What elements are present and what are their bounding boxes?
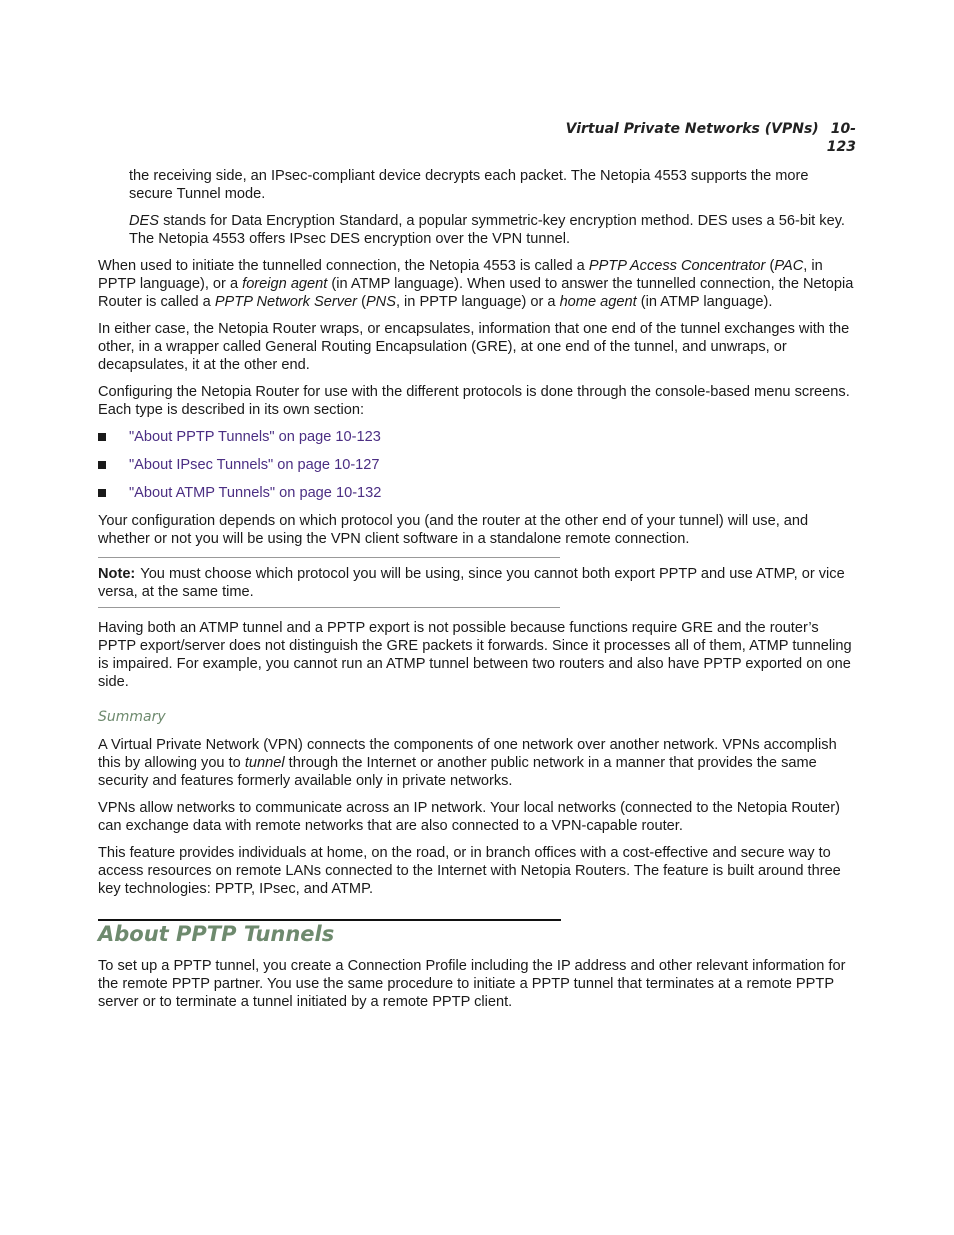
list-item (98, 428, 856, 446)
list-item (98, 484, 856, 502)
paragraph-gre: In either case, the Netopia Router wraps, or encapsulates, information that one end of the tunnel exchanges with the other, in a wrapper called General Routing Encapsulation (GRE), at one end of the tunnel, and unwraps, or decapsulates, it at the other end. (98, 321, 850, 373)
note-block (98, 558, 856, 607)
paragraph-configuring: Configuring the Netopia Router for use with the different protocols is done through the console-based menu screens. Each type is described in its own section: (98, 384, 850, 418)
protocol-link-list (98, 428, 856, 502)
text-span: ( (357, 294, 366, 310)
italic-term: tunnel (244, 755, 285, 771)
text-span: (in ATMP language). When used to answer the tunnelled connection, the Netopia Router is called a (98, 276, 854, 310)
paragraph-des (129, 212, 856, 248)
italic-term: PPTP Network Server (214, 294, 358, 310)
text-span: (in ATMP language). (636, 294, 773, 310)
header-title: Virtual Private Networks (VPNs) (565, 121, 819, 137)
italic-term: home agent (559, 294, 637, 310)
paragraph-summary-3: This feature provides individuals at home, on the road, or in branch offices with a cost-effective and secure way to access resources on remote LANs connected to the Internet with Netopia Routers. The feature is built around three key technologies: PPTP, IPsec, and ATMP. (98, 845, 841, 897)
paragraph-pptp-setup: To set up a PPTP tunnel, you create a Connection Profile including the IP address and other relevant information for the remote PPTP partner. You use the same procedure to initiate a PPTP tunnel that terminates at a remote PPTP server or to terminate a tunnel initiated by a remote PPTP client. (98, 958, 846, 1010)
text-span: , in PPTP language), or a (98, 258, 823, 292)
list-item (98, 456, 856, 474)
square-bullet-icon (98, 433, 106, 441)
paragraph-tunnel-continued: the receiving side, an IPsec-compliant device decrypts each packet. The Netopia 4553 supports the more secure Tunnel mode. (129, 168, 809, 202)
paragraph-atmp-pptp-conflict: Having both an ATMP tunnel and a PPTP export is not possible because functions require GRE and the router’s PPTP export/server does not distinguish the GRE packets it forwards. Since it processes all of them, ATMP tunneling is impaired. For example, you cannot run an ATMP tunnel between two routers and also have PPTP exported on one side. (98, 620, 852, 690)
italic-term: foreign agent (242, 276, 328, 292)
note-label: Note: (98, 566, 136, 582)
link-about-pptp-tunnels[interactable]: "About PPTP Tunnels" on page 10-123 (129, 429, 381, 445)
page-number: 10-123 (826, 121, 856, 155)
des-term: DES (129, 213, 160, 229)
des-text: stands for Data Encryption Standard, a popular symmetric-key encryption method. DES uses a 56-bit key. The Netopia 4553 offers IPsec DES encryption over the VPN tunnel. (129, 213, 845, 247)
running-header (540, 120, 856, 156)
square-bullet-icon (98, 461, 106, 469)
text-span: , in PPTP language) or a (395, 294, 560, 310)
note-bottom-rule (98, 607, 560, 608)
square-bullet-icon (98, 489, 106, 497)
text-span: ( (765, 258, 775, 274)
paragraph-pptp-roles (98, 257, 856, 311)
italic-term: PAC (774, 258, 804, 274)
italic-term: PPTP Access Concentrator (588, 258, 766, 274)
paragraph-summary-2: VPNs allow networks to communicate across an IP network. Your local networks (connected to the Netopia Router) can exchange data with remote networks that are also connected to a VPN-capable router. (98, 800, 840, 834)
text-span: through the Internet or another public network in a manner that provides the same security and features formerly available only in private networks. (98, 755, 817, 789)
italic-term: PNS (365, 294, 396, 310)
page-content (98, 167, 856, 1020)
text-span: A Virtual Private Network (VPN) connects the components of one network over another network. VPNs accomplish this by allowing you to (98, 737, 837, 771)
link-about-atmp-tunnels[interactable]: "About ATMP Tunnels" on page 10-132 (129, 485, 382, 501)
summary-heading: Summary (98, 709, 166, 725)
link-about-ipsec-tunnels[interactable]: "About IPsec Tunnels" on page 10-127 (129, 457, 380, 473)
paragraph-summary-1 (98, 736, 856, 790)
paragraph-configuration-depends: Your configuration depends on which protocol you (and the router at the other end of your tunnel) will use, and whether or not you will be using the VPN client software in a standalone remote connection. (98, 513, 809, 547)
text-span: When used to initiate the tunnelled connection, the Netopia 4553 is called a (98, 258, 589, 274)
section-title: About PPTP Tunnels (98, 922, 335, 946)
note-text: You must choose which protocol you will be using, since you cannot both export PPTP and use ATMP, or vice versa, at the same time. (98, 566, 845, 600)
